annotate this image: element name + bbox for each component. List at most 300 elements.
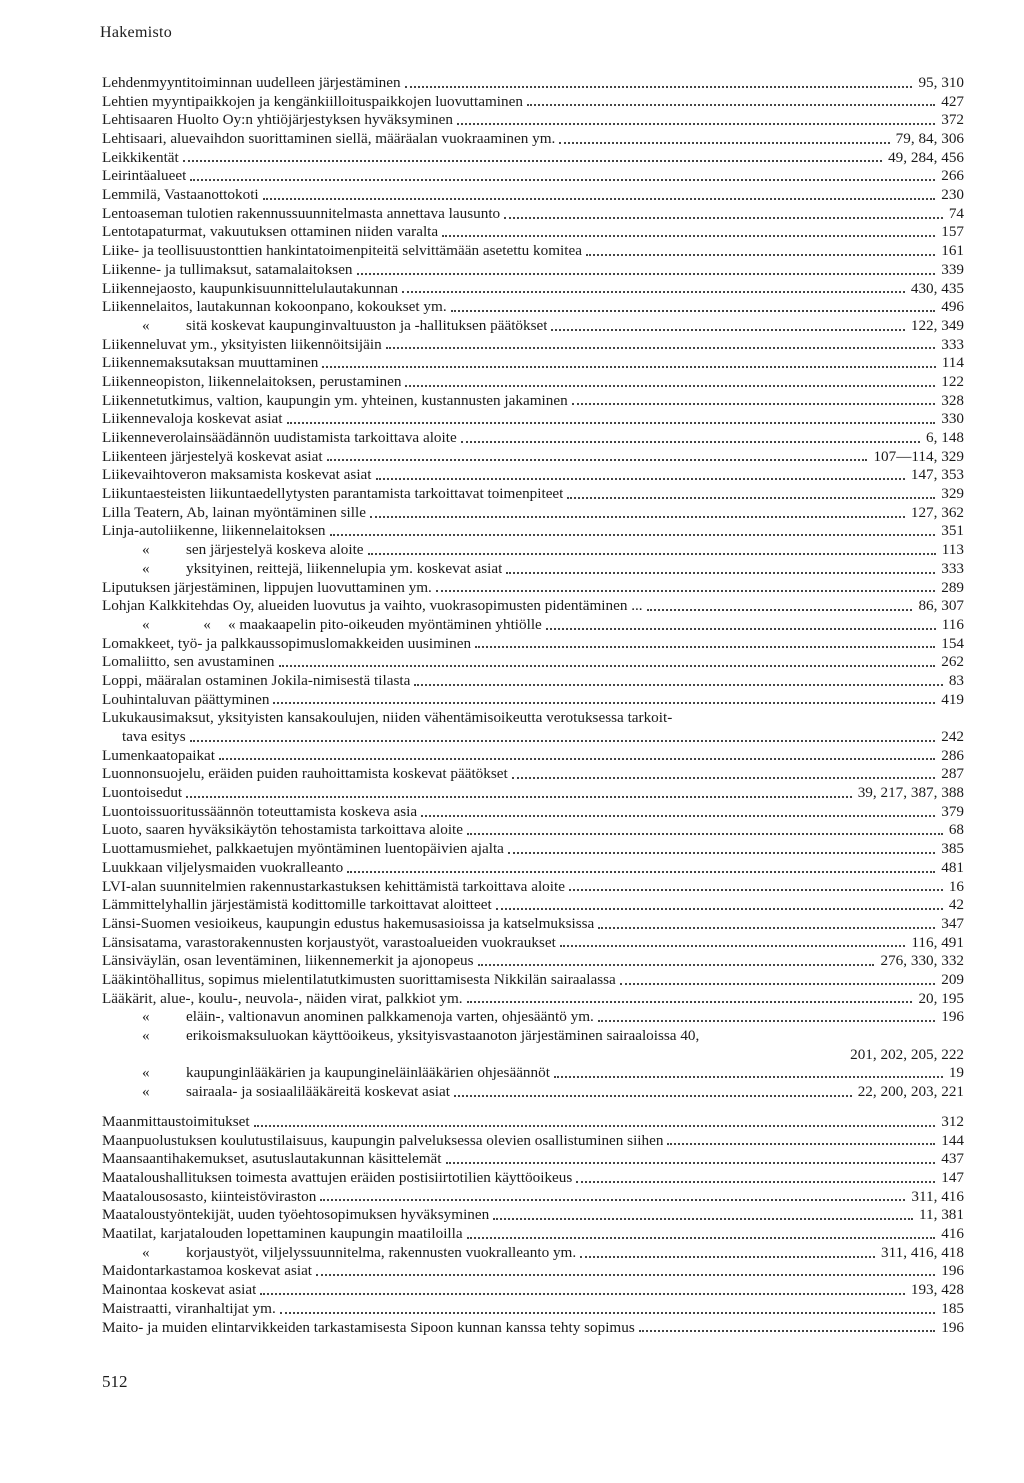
entry-title: LVI-alan suunnitelmien rakennustarkastuksen kehittämistä tarkoittava aloite	[102, 877, 565, 895]
leader-dots	[647, 609, 913, 611]
leader-dots	[560, 945, 906, 947]
entry-pages: 86, 307	[918, 597, 964, 615]
entry-text	[102, 635, 471, 654]
entry-title: Maidontarkastamoa koskevat asiat	[102, 1262, 313, 1280]
leader-dots	[263, 198, 936, 200]
leader-dots	[496, 908, 943, 910]
entry-pages: 83	[948, 672, 964, 689]
index-entry	[102, 167, 964, 186]
leader-dots	[190, 179, 935, 181]
index-entry	[102, 504, 964, 523]
entry-text	[102, 466, 372, 485]
entry-pages: 147	[941, 1169, 964, 1187]
entry-text	[102, 765, 508, 784]
entry-text	[102, 429, 457, 448]
entry-pages: 347	[941, 914, 964, 932]
entry-title: yksityinen, reittejä, liikennelupia ym. koskevat asiat	[186, 559, 503, 577]
index-entry	[102, 298, 964, 317]
entry-title: Luonnonsuojelu, eräiden puiden rauhoittamista koskevat päätökset	[102, 765, 508, 783]
entry-title: Maatilat, karjatalouden lopettaminen kaupungin maatiloilla	[102, 1225, 463, 1243]
entry-pages: 16	[948, 877, 964, 895]
index-entry	[102, 728, 964, 747]
entry-title: erikoismaksuluokan käyttöoikeus, yksityisvastaanoton järjestäminen sairaaloissa 40,	[186, 1027, 700, 1045]
index-entry	[102, 93, 964, 112]
entry-pages: 372	[941, 111, 964, 129]
index-entry	[102, 709, 964, 728]
entry-pages: 333	[941, 559, 964, 577]
entry-title: Liikenneluvat ym., yksityisten liikennöitsijäin	[102, 335, 382, 353]
entry-pages: 351	[941, 522, 964, 540]
leader-dots	[620, 983, 935, 985]
entry-text	[102, 1225, 463, 1244]
leader-dots	[376, 478, 905, 480]
entry-pages: 311, 416, 418	[881, 1243, 964, 1261]
entry-text	[102, 1206, 489, 1225]
entry-pages: 20, 195	[918, 989, 964, 1007]
ditto-mark: «	[142, 541, 150, 559]
index-entry	[102, 149, 964, 168]
index-entry	[102, 747, 964, 766]
entry-pages: 19	[948, 1064, 964, 1082]
entry-title: Liikennejaosto, kaupunkisuunnittelulautakunnan	[102, 279, 399, 297]
leader-dots	[442, 235, 935, 237]
index-entry	[102, 579, 964, 598]
index-entry	[102, 485, 964, 504]
entry-text	[102, 896, 492, 915]
entry-text	[102, 915, 594, 934]
entry-text	[102, 597, 643, 616]
entry-pages: 68	[948, 821, 964, 839]
index-entry	[102, 1300, 964, 1319]
index-entry	[102, 354, 964, 373]
entry-text	[102, 149, 179, 168]
index-entry	[102, 224, 964, 243]
entry-title: Lämmittelyhallin järjestämistä kodittomille tarkoittavat aloitteet	[102, 896, 492, 914]
entry-title: Mainontaa koskevat asiat	[102, 1281, 257, 1299]
entry-title: Liikennelaitos, lautakunnan kokoonpano, kokoukset ym.	[102, 298, 447, 316]
entry-title: Linja-autoliikenne, liikennelaitoksen	[102, 522, 326, 540]
entry-pages: 11, 381	[919, 1206, 964, 1224]
entry-text	[102, 523, 326, 542]
leader-dots	[576, 1181, 935, 1183]
entry-text	[102, 298, 447, 317]
entry-text	[102, 336, 382, 355]
entry-pages: 287	[941, 765, 964, 783]
entry-title: Maansaantihakemukset, asutuslautakunnan käsittelemät	[102, 1150, 442, 1168]
leader-dots	[467, 1237, 936, 1239]
entry-pages: 289	[941, 578, 964, 596]
index-entry	[102, 635, 964, 654]
index-entry	[102, 1263, 964, 1282]
index-entry	[102, 971, 964, 990]
leader-dots	[639, 1330, 935, 1332]
leader-dots	[569, 889, 943, 891]
entry-title: Luukkaan viljelysmaiden vuokralleanto	[102, 858, 344, 876]
entry-text	[102, 709, 672, 728]
index-entry	[102, 373, 964, 392]
index-entry	[102, 1132, 964, 1151]
index-entry	[102, 934, 964, 953]
entry-text	[102, 803, 417, 822]
entry-pages: 311, 416	[911, 1187, 964, 1205]
entry-title: Liikevaihtoveron maksamista koskevat asiat	[102, 466, 372, 484]
entry-pages: 185	[941, 1299, 964, 1317]
leader-dots	[421, 815, 935, 817]
entry-text	[102, 541, 364, 560]
leader-dots	[280, 1312, 935, 1314]
index-entry	[102, 1169, 964, 1188]
entry-text	[102, 1244, 576, 1263]
entry-text	[102, 560, 502, 579]
entry-pages: 430, 435	[910, 279, 964, 297]
leader-dots	[357, 273, 936, 275]
entry-title: Lomaliitto, sen avustaminen	[102, 653, 275, 671]
entry-text	[102, 167, 186, 186]
index-entry	[102, 1027, 964, 1046]
entry-title: tava esitys	[122, 728, 186, 746]
index-entry	[102, 672, 964, 691]
index-entry	[102, 74, 964, 93]
index-entry	[102, 1225, 964, 1244]
entry-text	[102, 224, 438, 243]
leader-dots	[402, 291, 905, 293]
entry-pages: 196	[941, 1262, 964, 1280]
ditto-mark: «	[142, 559, 150, 577]
index-entry	[102, 915, 964, 934]
entry-pages: 122	[941, 373, 964, 390]
index-entry	[102, 1188, 964, 1207]
index-entry	[102, 1113, 964, 1132]
entry-text	[102, 934, 556, 953]
leader-dots	[260, 1293, 904, 1295]
entry-title: Liikennemaksutaksan muuttaminen	[102, 354, 319, 372]
entry-title: Maanmittaustoimitukset	[102, 1113, 250, 1130]
entry-text	[102, 971, 616, 990]
entry-pages: 49, 284, 456	[888, 148, 964, 166]
entry-text	[102, 840, 504, 859]
entry-title: Maatalousosasto, kiinteistöviraston	[102, 1187, 317, 1205]
entry-title: Liikennetutkimus, valtion, kaupungin ym. yhteinen, kustannusten jakaminen	[102, 391, 568, 409]
leader-dots	[667, 1143, 935, 1145]
entry-text	[102, 1300, 276, 1319]
entry-pages: 329	[941, 485, 964, 503]
page-header: Hakemisto	[100, 24, 173, 41]
entry-title: Lääkärit, alue-, koulu-, neuvola-, näiden virat, palkkiot ym.	[102, 989, 463, 1007]
entry-text	[102, 93, 523, 112]
entry-pages: 22, 200, 203, 221	[857, 1083, 964, 1101]
entry-text	[102, 410, 283, 429]
entry-pages: 116	[941, 615, 964, 633]
leader-dots	[279, 665, 936, 667]
index-entry	[102, 523, 964, 542]
entry-text	[102, 205, 500, 224]
index-entry	[102, 280, 964, 299]
entry-pages: 116, 491	[911, 933, 964, 951]
index-entry	[102, 1008, 964, 1027]
entry-text	[102, 504, 366, 523]
entry-pages: 379	[941, 802, 964, 820]
entry-pages: 74	[948, 204, 964, 222]
entry-title: Liputuksen järjestäminen, lippujen luovuttaminen ym.	[102, 578, 432, 596]
index-entry	[102, 784, 964, 803]
entry-text	[102, 952, 474, 971]
entry-title: « maakaapelin pito-oikeuden myöntäminen yhtiölle	[228, 615, 542, 633]
leader-dots	[446, 1162, 936, 1164]
leader-dots	[461, 441, 920, 443]
entry-title: Loppi, määralan ostaminen Jokila-nimisestä tilasta	[102, 672, 411, 689]
leader-dots	[386, 347, 936, 349]
entry-text	[102, 392, 568, 411]
entry-title: Liikenne- ja tullimaksut, satamalaitoksen	[102, 260, 353, 278]
entry-pages: 416	[941, 1225, 964, 1243]
leader-dots	[316, 1274, 935, 1276]
entry-text	[102, 1008, 594, 1027]
entry-text	[102, 1113, 250, 1132]
entry-title: Luottamusmiehet, palkkaetujen myöntäminen luentopäivien ajalta	[102, 840, 504, 858]
entry-title: Lehtisaaren Huolto Oy:n yhtiöjärjestyksen hyväksyminen	[102, 111, 453, 129]
index-entry	[102, 130, 964, 149]
entry-title: Luontoisedut	[102, 784, 183, 802]
leader-dots	[287, 422, 936, 424]
index-entry	[102, 1064, 964, 1083]
leader-dots	[327, 459, 868, 461]
leader-dots	[183, 160, 882, 162]
index-entry	[102, 448, 964, 467]
leader-dots	[478, 964, 875, 966]
entry-title: sairaala- ja sosiaalilääkäreitä koskevat asiat	[186, 1083, 450, 1101]
leader-dots	[475, 646, 935, 648]
entry-text	[102, 130, 555, 149]
index-entry	[102, 1244, 964, 1263]
entry-text	[102, 579, 432, 598]
ditto-mark: «	[142, 1243, 150, 1261]
entry-pages: 147, 353	[910, 466, 964, 484]
entry-title: Leirintäalueet	[102, 167, 187, 185]
index-entry	[102, 896, 964, 915]
entry-pages: 266	[941, 167, 964, 185]
index-entry	[102, 317, 964, 336]
entry-title: Lehtisaari, aluevaihdon suorittaminen siellä, määräalan vuokraaminen ym.	[102, 130, 556, 148]
leader-dots	[347, 871, 935, 873]
entry-title: Liikennevaloja koskevat asiat	[102, 410, 283, 428]
entry-pages: 276, 330, 332	[880, 952, 964, 970]
page-number: 512	[102, 1372, 128, 1391]
entry-text	[102, 448, 323, 467]
entry-pages: 437	[941, 1150, 964, 1168]
entry-pages: 242	[941, 728, 964, 746]
entry-title: Lomakkeet, työ- ja palkkaussopimuslomakkeiden uusiminen	[102, 634, 472, 652]
index-entry	[102, 1083, 964, 1102]
entry-pages: 330	[941, 410, 964, 428]
entry-text	[102, 373, 401, 392]
entry-pages: 339	[941, 260, 964, 278]
index-entry	[102, 1046, 964, 1065]
leader-dots	[586, 254, 935, 256]
leader-dots	[467, 833, 943, 835]
leader-dots	[368, 553, 936, 555]
leader-dots	[546, 628, 936, 630]
index-entry	[102, 859, 964, 878]
entry-pages: 114	[941, 354, 964, 372]
leader-dots	[551, 329, 904, 331]
entry-title: eläin-, valtionavun anominen palkkamenoja varten, ohjesääntö ym.	[186, 1008, 594, 1026]
leader-dots	[559, 142, 889, 144]
entry-title: korjaustyöt, viljelyssuunnitelma, rakennusten vuokralleanto ym.	[186, 1243, 577, 1261]
index-entry	[102, 765, 964, 784]
index-entry	[102, 952, 964, 971]
entry-pages: 328	[941, 391, 964, 409]
entry-pages: 144	[941, 1131, 964, 1149]
entry-title: Luoto, saaren hyväksikäytön tehostamista tarkoittava aloite	[102, 821, 464, 839]
leader-dots	[508, 852, 935, 854]
entry-title: Liikenneverolainsäädännön uudistamista tarkoittava aloite	[102, 429, 457, 447]
leader-dots	[405, 385, 935, 387]
index-entry	[102, 597, 964, 616]
entry-text	[102, 186, 259, 205]
index-entry	[102, 541, 964, 560]
entry-pages: 79, 84, 306	[895, 130, 964, 148]
ditto-mark: «	[142, 316, 150, 334]
entry-text	[102, 1027, 699, 1046]
leader-dots	[506, 572, 935, 574]
leader-dots	[527, 104, 935, 106]
index-entry	[102, 691, 964, 710]
leader-dots	[451, 310, 936, 312]
entry-text	[102, 990, 463, 1009]
index-entry	[102, 616, 964, 635]
entry-title: Liikenneopiston, liikennelaitoksen, perustaminen	[102, 373, 402, 390]
entry-title: Maanpuolustuksen koulutustilaisuus, kaupungin palveluksessa olevien osallistuminen siihen	[102, 1131, 664, 1149]
leader-dots	[273, 702, 935, 704]
ditto-mark: «	[142, 1064, 150, 1082]
index-entry	[102, 822, 964, 841]
entry-pages: 209	[941, 971, 964, 988]
leader-dots	[598, 927, 935, 929]
entry-title: Maistraatti, viranhaltijat ym.	[102, 1299, 276, 1317]
index-entry	[102, 392, 964, 411]
ditto-mark: «	[142, 1083, 150, 1101]
leader-dots	[580, 1256, 875, 1258]
entry-pages: 201, 202, 205, 222	[850, 1045, 964, 1063]
entry-pages: 95, 310	[918, 74, 964, 91]
entry-title: Länsisatama, varastorakennusten korjaustyöt, varastoalueiden vuokraukset	[102, 933, 556, 951]
leader-dots	[414, 684, 943, 686]
leader-dots	[370, 516, 905, 518]
entry-pages: 230	[941, 186, 964, 204]
index-section-l	[102, 74, 964, 1102]
entry-title: Lukukausimaksut, yksityisten kansakoulujen, niiden vähentämisoikeutta verotuksessa tarkoit-	[102, 709, 673, 727]
entry-pages: 196	[941, 1318, 964, 1336]
entry-text	[102, 1064, 550, 1083]
entry-title: Lehdenmyyntitoiminnan uudelleen järjestäminen	[102, 74, 401, 91]
entry-text	[102, 859, 343, 878]
entry-title: Liikuntaesteisten liikuntaedellytysten parantamista tarkoittavat toimenpiteet	[102, 485, 564, 503]
leader-dots	[512, 777, 935, 779]
leader-dots	[567, 497, 935, 499]
leader-dots	[405, 86, 913, 88]
entry-text	[102, 747, 215, 766]
entry-pages: 154	[941, 634, 964, 652]
index-entry	[102, 1281, 964, 1300]
entry-text	[102, 317, 547, 336]
entry-title: Maito- ja muiden elintarvikkeiden tarkastamisesta Sipoon kunnan kanssa tehty sopimus	[102, 1318, 635, 1336]
entry-title: Lentotapaturmat, vakuutuksen ottaminen niiden varalta	[102, 223, 439, 241]
leader-dots	[454, 1095, 852, 1097]
entry-title: Länsi-Suomen vesioikeus, kaupungin edustus hakemusasioissa ja katselmuksissa	[102, 914, 595, 932]
entry-text	[102, 74, 401, 93]
entry-title: sen järjestelyä koskeva aloite	[186, 541, 364, 559]
leader-dots	[330, 534, 936, 536]
entry-title: Maataloustyöntekijät, uuden työehtosopimuksen hyväksyminen	[102, 1206, 490, 1224]
index-entry	[102, 205, 964, 224]
entry-pages: 385	[941, 840, 964, 858]
entry-text	[102, 1263, 312, 1282]
index-entry	[102, 1206, 964, 1225]
ditto-mark: «	[142, 1008, 150, 1026]
leader-dots	[554, 1076, 943, 1078]
entry-text	[102, 1150, 442, 1169]
entry-title: Lehtien myyntipaikkojen ja kengänkiilloituspaikkojen luovuttaminen	[102, 92, 523, 110]
entry-text	[102, 878, 565, 897]
index-entry	[102, 410, 964, 429]
entry-text	[102, 822, 463, 841]
leader-dots	[457, 123, 935, 125]
entry-text	[102, 1281, 256, 1300]
entry-text	[102, 728, 186, 747]
entry-title: Lääkintöhallitus, sopimus mielentilatutkimusten suorittamisesta Nikkilän sairaalassa	[102, 971, 616, 988]
entry-pages: 262	[941, 653, 964, 671]
index-entry	[102, 653, 964, 672]
leader-dots	[467, 1001, 913, 1003]
entry-title: Maataloushallituksen toimesta avattujen eräiden postisiirtotilien käyttöoikeus	[102, 1169, 573, 1187]
entry-pages: 193, 428	[910, 1281, 964, 1299]
entry-text	[102, 1169, 572, 1188]
entry-text	[102, 261, 353, 280]
entry-title: Lentoaseman tulotien rakennussuunnitelmasta annettava lausunto	[102, 204, 501, 222]
index-entry	[102, 186, 964, 205]
entry-text	[102, 653, 275, 672]
entry-pages: 196	[941, 1008, 964, 1026]
entry-pages: 42	[948, 896, 964, 914]
entry-pages: 496	[941, 298, 964, 316]
index-entry	[102, 878, 964, 897]
entry-title: Liike- ja teollisuustonttien hankintatoimenpiteitä selvittämään asetettu komitea	[102, 242, 582, 260]
index-entry	[102, 261, 964, 280]
entry-pages: 157	[941, 223, 964, 241]
index-entry	[102, 336, 964, 355]
entry-text	[102, 242, 582, 261]
index-entry	[102, 560, 964, 579]
entry-title: Lohjan Kalkkitehdas Oy, alueiden luovutus ja vaihto, vuokrasopimusten pidentäminen ...	[102, 597, 643, 615]
leader-dots	[322, 366, 935, 368]
index-entry	[102, 242, 964, 261]
entry-pages: 107—114, 329	[873, 447, 964, 465]
entry-pages: 127, 362	[910, 503, 964, 521]
entry-pages: 6, 148	[926, 429, 964, 447]
entry-title: kaupunginlääkärien ja kaupungineläinlääkärien ohjesäännöt	[186, 1064, 550, 1082]
entry-title: Louhintaluvan päättyminen	[102, 690, 270, 708]
entry-text	[102, 1083, 450, 1102]
entry-pages: 427	[941, 92, 964, 110]
leader-dots	[598, 1020, 935, 1022]
leader-dots	[186, 796, 852, 798]
entry-pages: 333	[941, 335, 964, 353]
entry-pages: 161	[941, 242, 964, 260]
index-entry	[102, 803, 964, 822]
entry-text	[102, 354, 318, 373]
entry-pages: 419	[941, 690, 964, 708]
leader-dots	[219, 758, 935, 760]
